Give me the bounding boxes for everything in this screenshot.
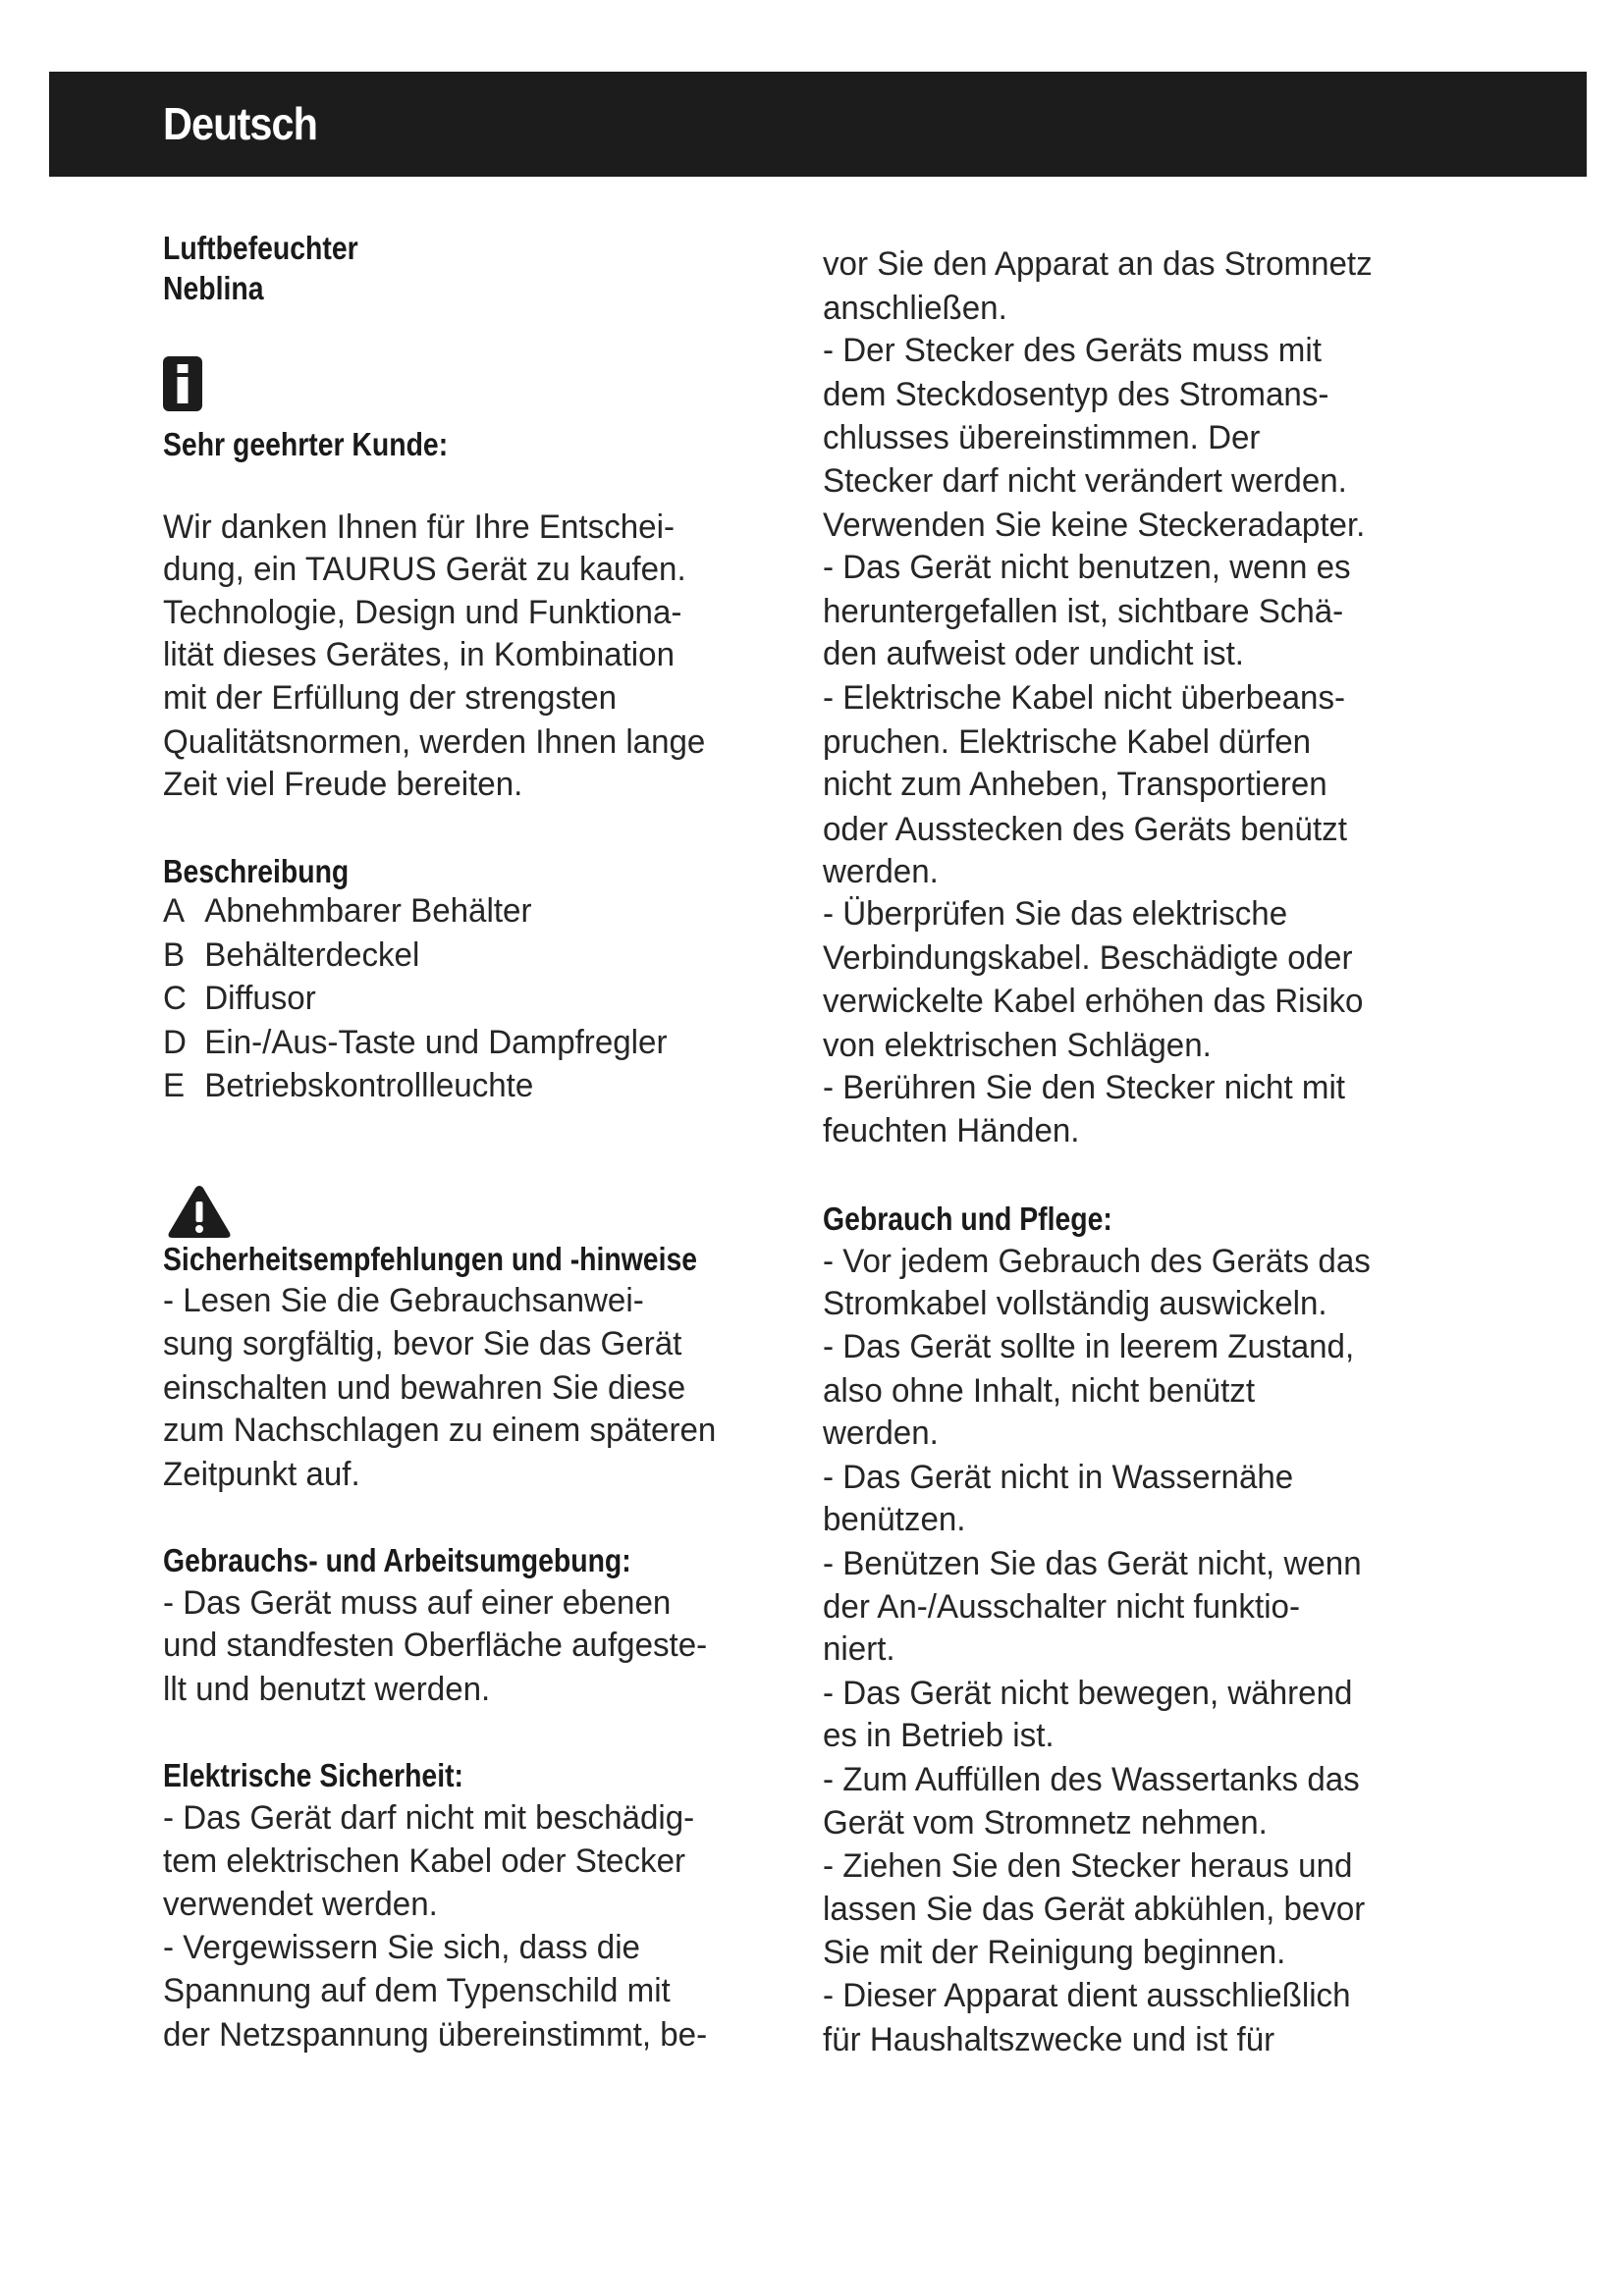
item-label: Ein-/Aus-Taste und Dampfregler [204,1024,668,1061]
text-line: Wir danken Ihnen für Ihre Entschei- [163,508,675,546]
text-line: verwendet werden. [163,1886,438,1923]
text-line: einschalten und bewahren Sie diese [163,1369,686,1407]
language-title: Deutsch [163,98,318,149]
text-line: Zeit viel Freude bereiten. [163,766,523,803]
text-line: sung sorgfältig, bevor Sie das Gerät [163,1325,682,1362]
text-line: oder Ausstecken des Geräts benützt [823,811,1347,848]
text-line: den aufweist oder undicht ist. [823,635,1244,672]
item-letter: E [163,1067,186,1104]
item-letter: A [163,892,186,930]
text-line: - Das Gerät nicht benutzen, wenn es [823,549,1351,586]
text-line: lität dieses Gerätes, in Kombination [163,636,675,673]
description-title: Beschreibung [163,853,350,889]
text-line: Zeitpunkt auf. [163,1456,360,1493]
text-line: für Haushaltszwecke und ist für [823,2021,1275,2058]
text-line: Stromkabel vollständig auswickeln. [823,1285,1327,1322]
text-line: anschließen. [823,290,1007,327]
text-line: - Berühren Sie den Stecker nicht mit [823,1069,1346,1106]
text-line: mit der Erfüllung der strengsten [163,679,618,717]
text-line: - Das Gerät sollte in leerem Zustand, [823,1328,1355,1365]
item-label: Diffusor [204,980,316,1017]
product-type: Luftbefeuchter [163,230,358,266]
text-line: vor Sie den Apparat an das Stromnetz [823,245,1373,283]
text-line: lassen Sie das Gerät abkühlen, bevor [823,1891,1366,1928]
text-line: - Lesen Sie die Gebrauchsanwei- [163,1282,644,1319]
text-line: - Ziehen Sie den Stecker heraus und [823,1847,1353,1885]
safety-title: Sicherheitsempfehlungen und -hinweise [163,1241,698,1277]
text-line: - Dieser Apparat dient ausschließlich [823,1977,1351,2014]
item-letter: B [163,936,186,974]
text-line: Sie mit der Reinigung beginnen. [823,1934,1286,1971]
text-line: dung, ein TAURUS Gerät zu kaufen. [163,551,686,588]
text-line: - Der Stecker des Geräts muss mit [823,332,1322,369]
text-line: Verwenden Sie keine Steckeradapter. [823,507,1366,544]
item-letter: C [163,980,187,1017]
list-item [163,1021,667,1064]
text-line: - Elektrische Kabel nicht überbeans- [823,679,1346,717]
list-item [163,977,316,1020]
text-line: Stecker darf nicht verändert werden. [823,462,1347,500]
list-item [163,1064,533,1107]
text-line: von elektrischen Schlägen. [823,1027,1212,1064]
text-line: feuchten Händen. [823,1112,1080,1149]
text-line: - Das Gerät muss auf einer ebenen [163,1584,672,1622]
text-line: nicht zum Anheben, Transportieren [823,766,1327,803]
item-label: Abnehmbarer Behälter [204,892,532,930]
text-line: Technologie, Design und Funktiona- [163,594,682,631]
text-line: - Vergewissern Sie sich, dass die [163,1929,640,1966]
list-item [163,889,531,933]
text-line: - Benützen Sie das Gerät nicht, wenn [823,1545,1362,1582]
text-line: dem Steckdosentyp des Stromans- [823,376,1329,413]
text-line: heruntergefallen ist, sichtbare Schä- [823,593,1344,630]
text-line: also ohne Inhalt, nicht benützt [823,1372,1256,1410]
text-line: Gerät vom Stromnetz nehmen. [823,1804,1268,1842]
text-line: und standfesten Oberfläche aufgeste- [163,1627,708,1664]
usage-title: Gebrauch und Pflege: [823,1201,1112,1237]
info-icon [163,356,202,411]
item-letter: D [163,1024,187,1061]
text-line: niert. [823,1630,895,1668]
text-line: - Überprüfen Sie das elektrische [823,895,1288,933]
text-line: werden. [823,1415,939,1452]
environment-title: Gebrauchs- und Arbeitsumgebung: [163,1542,631,1578]
text-line: es in Betrieb ist. [823,1717,1055,1754]
text-line: llt und benutzt werden. [163,1671,491,1708]
language-header-bar [49,72,1587,177]
text-line: Verbindungskabel. Beschädigte oder [823,939,1353,977]
text-line: der Netzspannung übereinstimmt, be- [163,2016,708,2054]
greeting-title: Sehr geehrter Kunde: [163,426,449,462]
text-line: - Vor jedem Gebrauch des Geräts das [823,1243,1371,1280]
text-line: pruchen. Elektrische Kabel dürfen [823,723,1312,761]
item-label: Betriebskontrollleuchte [204,1067,534,1104]
text-line: benützen. [823,1501,966,1538]
text-line: Qualitätsnormen, werden Ihnen lange [163,723,706,761]
text-line: - Das Gerät nicht bewegen, während [823,1675,1353,1712]
product-name: Neblina [163,270,264,306]
list-item [163,934,419,977]
text-line: verwickelte Kabel erhöhen das Risiko [823,983,1364,1020]
warning-icon [165,1182,234,1241]
text-line: - Zum Auffüllen des Wassertanks das [823,1761,1360,1798]
electrical-title: Elektrische Sicherheit: [163,1757,464,1793]
text-line: - Das Gerät darf nicht mit beschädig- [163,1799,695,1837]
text-line: tem elektrischen Kabel oder Stecker [163,1842,686,1880]
text-line: - Das Gerät nicht in Wassernähe [823,1459,1294,1496]
text-line: chlusses übereinstimmen. Der [823,419,1261,456]
text-line: werden. [823,853,939,890]
text-line: zum Nachschlagen zu einem späteren [163,1412,717,1449]
item-label: Behälterdeckel [204,936,420,974]
text-line: der An-/Ausschalter nicht funktio- [823,1588,1300,1626]
text-line: Spannung auf dem Typenschild mit [163,1972,671,2009]
